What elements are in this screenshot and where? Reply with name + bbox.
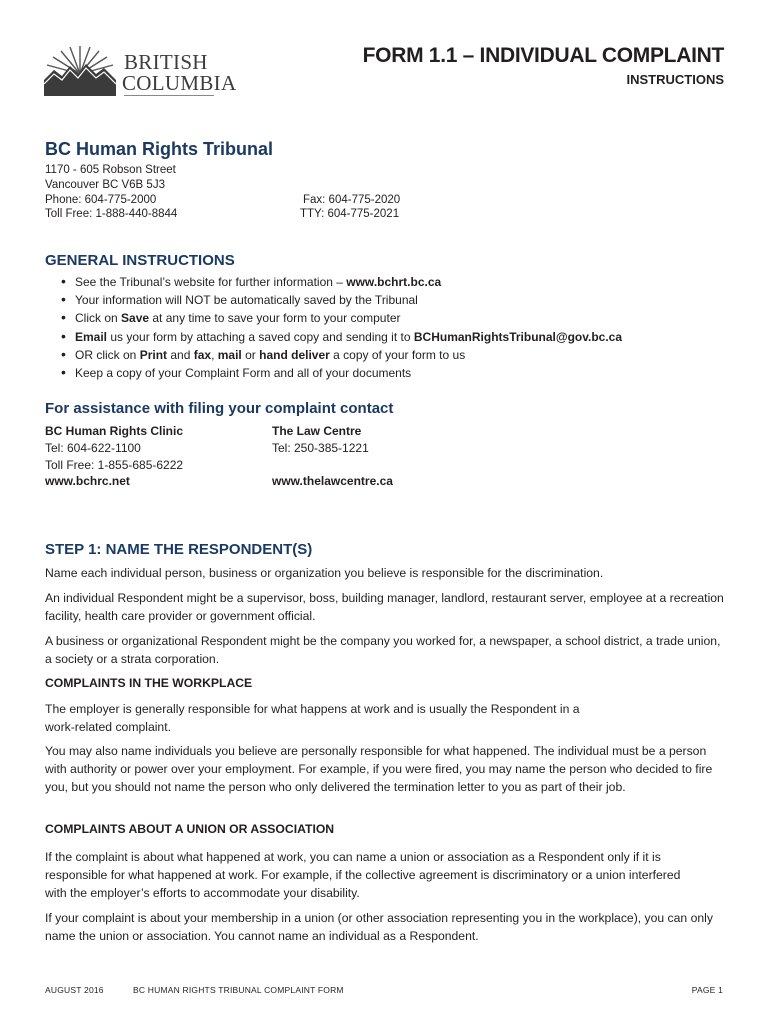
tribunal-fax-tty xyxy=(300,193,400,223)
logo-word-columbia: COLUMBIA xyxy=(122,71,237,95)
list-item: • Keep a copy of your Complaint Form and all of your documents xyxy=(45,364,622,382)
sun-mountain-icon xyxy=(44,44,116,96)
footer-date: AUGUST 2016 xyxy=(45,985,104,995)
step1-p1: Name each individual person, business or organization you believe is responsible for the discrimination. xyxy=(45,566,604,580)
clinic-contact xyxy=(45,423,183,490)
workplace-heading: COMPLAINTS IN THE WORKPLACE xyxy=(45,676,253,690)
lawcentre-contact xyxy=(272,423,393,490)
step1-p5: You may also name individuals you believe are personally responsible for what happened. The individual must be a person with authority or power over your employment. For example, if you were fired, you may name the person who decided to fire you, but you should not name the person who only delivered the termination letter to you as part of their job. xyxy=(45,744,713,795)
list-item: • Your information will NOT be automatically saved by the Tribunal xyxy=(45,291,622,309)
step1-p7: If your complaint is about your membership in a union (or other association representing you in the workplace), you can only name the union or association. You cannot name an individual as a Respondent. xyxy=(45,911,713,944)
fax: Fax: 604-775-2020 xyxy=(303,193,401,206)
clinic-name: BC Human Rights Clinic xyxy=(45,424,184,438)
list-item: • OR click on Print and fax, mail or hand deliver a copy of your form to us xyxy=(45,346,622,364)
step1-p2: An individual Respondent might be a supervisor, boss, building manager, landlord, restaurant server, employee at a recreation facility, health care provider or government official. xyxy=(45,591,724,624)
step1-p3: A business or organizational Respondent might be the company you worked for, a newspaper, a school district, a trade union, a society or a strata corporation. xyxy=(45,634,721,667)
form-title: FORM 1.1 – INDIVIDUAL COMPLAINT xyxy=(362,44,724,67)
assistance-heading: For assistance with filing your complaint contact xyxy=(45,400,394,417)
general-instructions-list xyxy=(45,273,622,382)
lawcentre-website-link[interactable]: www.thelawcentre.ca xyxy=(272,474,393,489)
clinic-tel: Tel: 604-622-1100 xyxy=(45,440,141,455)
footer-form-name: BC HUMAN RIGHTS TRIBUNAL COMPLAINT FORM xyxy=(133,985,344,995)
tty: TTY: 604-775-2021 xyxy=(300,208,400,221)
tribunal-email-link[interactable]: BCHumanRightsTribunal@gov.bc.ca xyxy=(413,329,623,344)
list-item: • Email us your form by attaching a saved copy and sending it to BCHumanRightsTribunal@gov.bc.ca xyxy=(45,328,622,346)
form-subtitle: INSTRUCTIONS xyxy=(626,72,724,87)
logo-word-british: BRITISH xyxy=(124,50,208,74)
footer-page-number: PAGE 1 xyxy=(691,985,723,995)
address-line-2: Vancouver BC V6B 5J3 xyxy=(45,178,165,191)
step1-p4: The employer is generally responsible for what happens at work and is usually the Respondent in a work-related complaint. xyxy=(45,702,580,735)
list-item: • Click on Save at any time to save your form to your computer xyxy=(45,309,622,327)
lawcentre-tel: Tel: 250-385-1221 xyxy=(272,440,369,455)
tribunal-website-link[interactable]: www.bchrt.bc.ca xyxy=(346,275,442,289)
tribunal-name: BC Human Rights Tribunal xyxy=(45,139,274,159)
bc-logo xyxy=(44,42,237,98)
tribunal-address xyxy=(45,163,177,222)
toll-free: Toll Free: 1-888-440-8844 xyxy=(45,208,178,221)
clinic-website-link[interactable]: www.bchrc.net xyxy=(45,474,130,489)
address-line-1: 1170 - 605 Robson Street xyxy=(45,164,176,176)
step1-p6: If the complaint is about what happened at work, you can name a union or association as a Respondent only if it is responsible for what happened at work. For example, if the collective agreement is discriminatory or a union interfered with the employer’s efforts to accommodate your disability. xyxy=(45,850,681,901)
union-heading: COMPLAINTS ABOUT A UNION OR ASSOCIATION xyxy=(45,822,335,836)
step1-heading: STEP 1: NAME THE RESPONDENT(S) xyxy=(45,541,313,558)
lawcentre-name: The Law Centre xyxy=(272,424,362,438)
general-instructions-heading: GENERAL INSTRUCTIONS xyxy=(45,252,235,269)
list-item: • See the Tribunal’s website for further information – www.bchrt.bc.ca xyxy=(45,273,622,291)
phone: Phone: 604-775-2000 xyxy=(45,193,157,206)
clinic-tollfree: Toll Free: 1-855-685-6222 xyxy=(45,457,184,472)
logo-underline xyxy=(124,95,214,96)
